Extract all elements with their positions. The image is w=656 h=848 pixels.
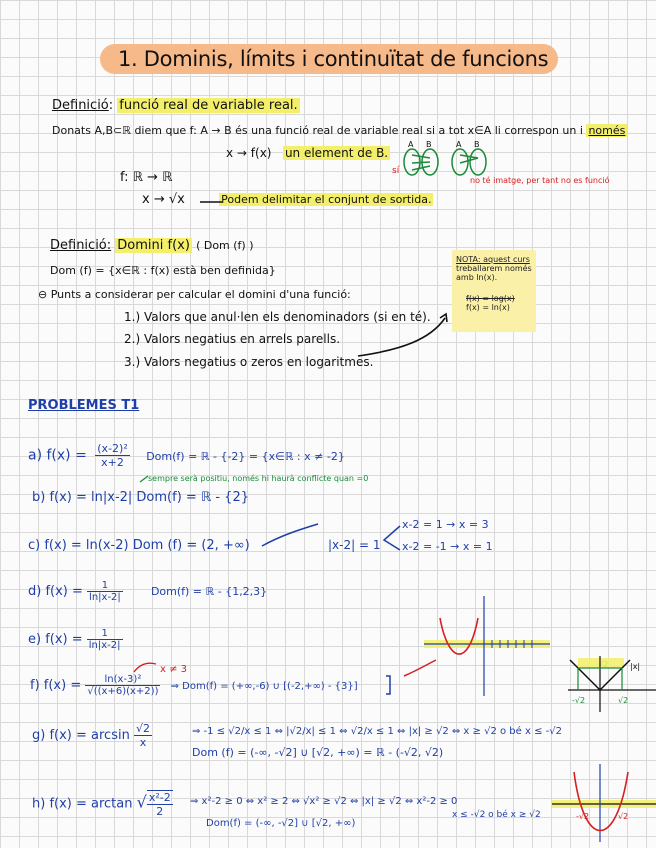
problem-d-dom: Dom(f) = ℝ - {1,2,3} [150, 585, 268, 598]
problem-a-den: x+2 [101, 456, 124, 469]
note-f1: f(x) = log(x) [466, 294, 515, 303]
def1-line1-underlined: només [588, 124, 626, 137]
f-graph-arrow-icon [404, 660, 436, 676]
venn-diagram-yes [404, 149, 438, 175]
problem-c-case2: x-2 = -1 → x = 1 [402, 540, 493, 553]
venn-diagram-no [452, 149, 486, 175]
venn1-label-b: B [426, 140, 432, 149]
page-title: 1. Dominis, límits i continuïtat de funcions [118, 47, 549, 71]
def1-heading-highlight: funció real de variable real. [119, 98, 298, 113]
mapping-line2: x → √x [142, 192, 185, 207]
problem-f-dom: ⇒ Dom(f) = (+∞,-6) ∪ [(-2,+∞) - {3}] [170, 681, 358, 692]
mapping-note: Podem delimitar el conjunt de sortida. [221, 193, 432, 206]
problem-f-label: f) f(x) = [30, 678, 82, 693]
problem-a-num: (x-2)² [97, 442, 128, 455]
problem-e-label: e) f(x) = [28, 632, 83, 647]
graph-h-neg: -√2 [576, 812, 590, 821]
def1-line1: Donats A,B⊂ℝ diem que f: A → B és una funció real de variable real si a tot x∈A li correspon un i [52, 124, 583, 137]
def1-heading-row: Definició: funció real de variable real. [52, 98, 298, 113]
problem-e-num: 1 [87, 628, 123, 640]
c-brace-icon [384, 526, 400, 550]
problem-d-num: 1 [87, 580, 123, 592]
venn1-label-a: A [408, 140, 414, 149]
venn2-label-a: A [456, 140, 462, 149]
problem-f-num: ln(x-3)² [85, 674, 160, 686]
c-arrow-icon [262, 524, 318, 546]
def1-line2-highlight: un element de B. [284, 146, 389, 160]
problem-h-num: x²-2 [148, 791, 171, 804]
problem-a-dom: Dom(f) = ℝ - {-2} = {x∈ℝ : x ≠ -2} [146, 449, 345, 463]
problem-b: b) f(x) = ln|x-2| Dom(f) = ℝ - {2} [32, 490, 249, 505]
problem-h-label: h) f(x) = arctan [32, 796, 133, 812]
mapping-line1: f: ℝ → ℝ [120, 170, 173, 185]
venn-no-note: no té imatge, per tant no es funció [470, 176, 610, 185]
problem-g-den: x [139, 736, 147, 749]
def1-heading: Definició [52, 98, 109, 113]
def2-line1: Dom (f) = {x∈ℝ : f(x) està ben definida} [50, 264, 276, 277]
def2-item-1: 1.) Valors que anul·len els denominadors (si en té). [124, 310, 431, 324]
problem-e-den: ln|x-2| [88, 640, 121, 651]
problem-c-case1: x-2 = 1 → x = 3 [402, 518, 489, 531]
venn-si-label: sí [392, 166, 400, 176]
problem-h-chain: ⇒ x²-2 ≥ 0 ⇔ x² ≥ 2 ⇔ √x² ≥ √2 ⇔ |x| ≥ √2 ⇔ x²-2 ≥ 0 [190, 796, 458, 807]
note-line-1: NOTA: aquest curs [456, 255, 530, 264]
problem-a-label: a) f(x) = [28, 447, 87, 464]
problem-h-dom: Dom(f) = (-∞, -√2] ∪ [√2, +∞) [206, 818, 356, 829]
problem-h-cases: x ≤ -√2 o bé x ≥ √2 [452, 810, 541, 820]
note-f2: f(x) = ln(x) [466, 303, 510, 312]
problem-c-abs: |x-2| = 1 [328, 538, 381, 552]
def2-points: ⊖ Punts a considerar per calcular el domini d'una funció: [38, 288, 351, 301]
problem-h-den: 2 [156, 805, 164, 818]
problem-g-num: √2 [135, 722, 150, 735]
def2-item-2: 2.) Valors negatius en arrels parells. [124, 332, 341, 346]
problem-f-note: x ≠ 3 [160, 664, 188, 675]
graph-h [552, 764, 656, 842]
problem-h: h) f(x) = arctan √ $\frac{\text{x²-2}}{2}$ [32, 791, 171, 818]
def2-heading-rest: ( Dom (f) ) [196, 239, 254, 252]
green-arrow-icon [140, 476, 148, 482]
note-arrow-icon [358, 318, 445, 356]
problems-title: PROBLEMES T1 [28, 398, 140, 413]
graph-abs-label: |x| [630, 662, 641, 671]
def2-heading: Definició: [50, 238, 112, 253]
problem-d-den: ln|x-2| [89, 592, 121, 603]
problem-d-label: d) f(x) = [28, 584, 83, 599]
problem-g-label: g) f(x) = arcsin [32, 728, 130, 743]
graph-abs-neg: -√2 [572, 696, 586, 705]
venn2-label-b: B [474, 140, 480, 149]
problem-g-dom: Dom (f) = (-∞, -√2] ∪ [√2, +∞) = ℝ - (-√2, √2) [192, 746, 444, 759]
problem-g-chain: ⇒ -1 ≤ √2/x ≤ 1 ⇔ |√2/x| ≤ 1 ⇔ √2/x ≤ 1 ⇔ |x| ≥ √2 ⇔ x ≥ √2 o bé x ≤ -√2 [192, 726, 562, 737]
def2-item-3: 3.) Valors negatius o zeros en logaritmes. [124, 355, 374, 369]
graph-h-pos: √2 [618, 812, 629, 821]
problem-f-den: √((x+6)(x+2)) [87, 686, 159, 697]
note-line-2: treballarem només [456, 264, 532, 273]
def1-line2: x → f(x) [226, 146, 272, 160]
graph-abs-pos: √2 [618, 696, 629, 705]
problem-a-note: sempre serà positiu, només hi haurà conflicte quan =0 [148, 474, 369, 483]
problem-c: c) f(x) = ln(x-2) Dom (f) = (2, +∞) [28, 538, 250, 553]
graph-f [424, 596, 550, 696]
note-line-3: amb ln(x). [456, 273, 498, 282]
graph-abs [568, 656, 656, 712]
def2-heading-highlight: Domini f(x) [117, 238, 190, 253]
f-red-arrow-icon [134, 663, 156, 672]
